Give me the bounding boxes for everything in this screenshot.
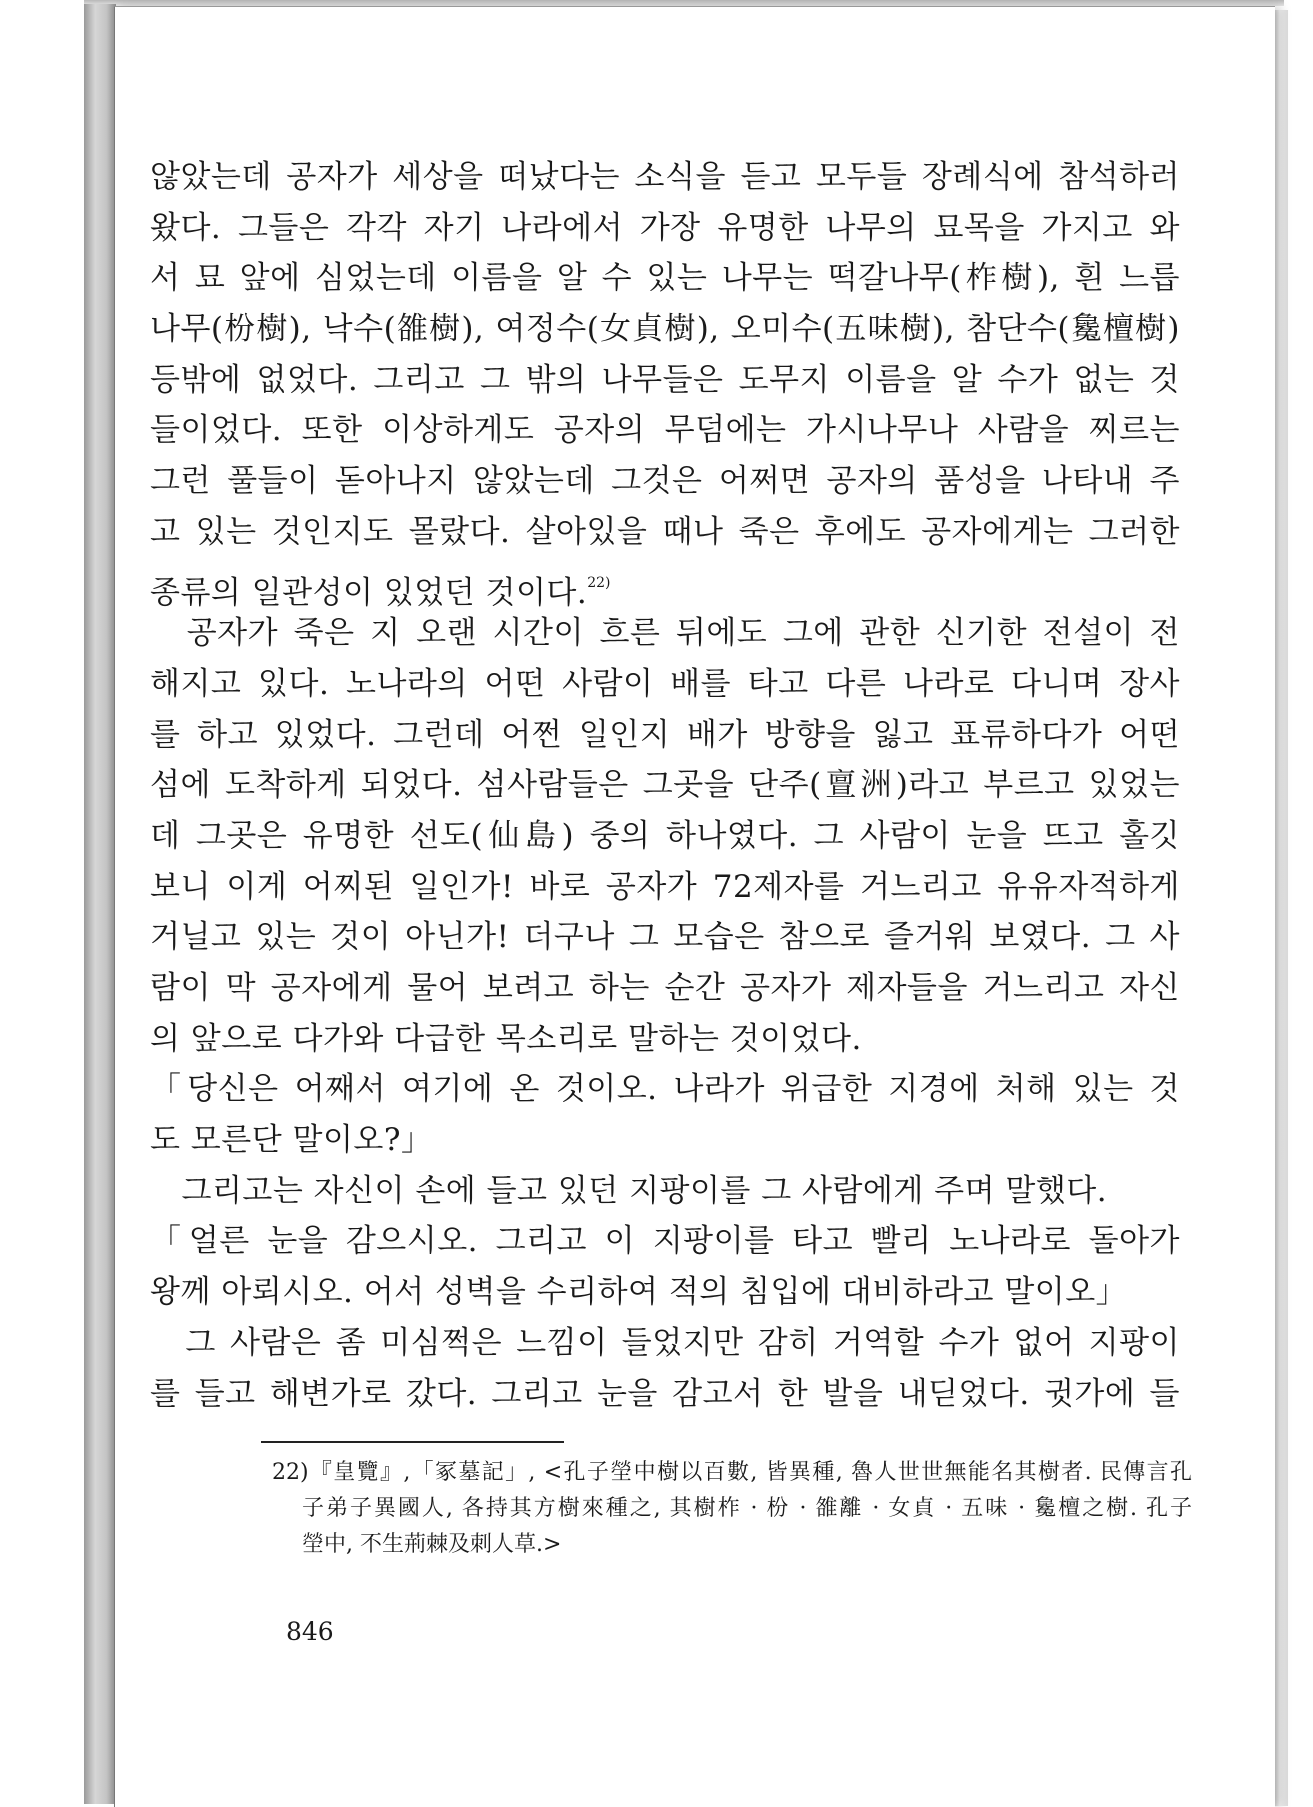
footnote-line: 塋中, 不生荊棘及刺人草.>: [302, 1532, 562, 1557]
body-line: 않았는데 공자가 세상을 떠났다는 소식을 듣고 모두들 장례식에 참석하러: [150, 159, 1180, 195]
body-line: 공자가 죽은 지 오랜 시간이 흐른 뒤에도 그에 관한 신기한 전설이 전: [150, 615, 1180, 652]
page-edge: [1274, 10, 1288, 1806]
body-line: 를 하고 있었다. 그런데 어쩐 일인지 배가 방향을 잃고 표류하다가 어떤: [150, 716, 1180, 753]
body-line: 그런 풀들이 돋아나지 않았는데 그것은 어쩌면 공자의 품성을 나타내 주: [150, 463, 1180, 500]
book-spine: [84, 4, 116, 1804]
body-line-with-footnote: [150, 558, 1180, 609]
page-number: 846: [286, 1617, 334, 1646]
footnote-line: 22)『皇覽』,「冢墓記」, <孔子塋中樹以百數, 皆異種, 魯人世世無能名其樹者. 民傳言孔: [272, 1460, 1192, 1485]
footnote-line: 子弟子異國人, 各持其方樹來種之, 其樹柞 · 枌 · 雒離 · 女貞 · 五味 · 毚檀之樹. 孔子: [302, 1496, 1192, 1521]
footnote-reference: 22): [587, 574, 611, 591]
body-line: 해지고 있다. 노나라의 어떤 사람이 배를 타고 다른 나라로 다니며 장사: [150, 665, 1180, 702]
body-line: 왕께 아뢰시오. 어서 성벽을 수리하여 적의 침입에 대비하라고 말이오」: [150, 1274, 1128, 1311]
body-line: 「당신은 어째서 여기에 온 것이오. 나라가 위급한 지경에 처해 있는 것: [150, 1071, 1180, 1108]
body-line: 고 있는 것인지도 몰랐다. 살아있을 때나 죽은 후에도 공자에게는 그러한: [150, 513, 1180, 550]
body-line-text: 종류의 일관성이 있었던 것이다.: [150, 574, 588, 609]
body-line: 그 사람은 좀 미심쩍은 느낌이 들었지만 감히 거역할 수가 없어 지팡이: [150, 1324, 1180, 1361]
body-line: 서 묘 앞에 심었는데 이름을 알 수 있는 나무는 떡갈나무(柞樹), 흰 느릅: [150, 260, 1180, 297]
body-line: 보니 이게 어찌된 일인가! 바로 공자가 72제자를 거느리고 유유자적하게: [150, 868, 1180, 905]
body-line: 를 들고 해변가로 갔다. 그리고 눈을 감고서 한 발을 내딛었다. 귓가에 들: [150, 1375, 1180, 1412]
footnote: [272, 1455, 1192, 1563]
body-line: 등밖에 없었다. 그리고 그 밖의 나무들은 도무지 이름을 알 수가 없는 것: [150, 361, 1180, 398]
body-line: 들이었다. 또한 이상하게도 공자의 무덤에는 가시나무나 사람을 찌르는: [150, 412, 1180, 449]
body-line: 섬에 도착하게 되었다. 섬사람들은 그곳을 단주(亶洲)라고 부르고 있었는: [150, 767, 1180, 804]
body-line: 나무(枌樹), 낙수(雒樹), 여정수(女貞樹), 오미수(五味樹), 참단수(毚檀樹): [150, 311, 1180, 348]
body-line: 도 모른단 말이오?」: [150, 1122, 433, 1159]
body-line: 거닐고 있는 것이 아닌가! 더구나 그 모습은 참으로 즐거워 보였다. 그 사: [150, 919, 1180, 956]
body-line: 왔다. 그들은 각각 자기 나라에서 가장 유명한 나무의 묘목을 가지고 와: [150, 209, 1180, 246]
body-line: 람이 막 공자에게 물어 보려고 하는 순간 공자가 제자들을 거느리고 자신: [150, 970, 1180, 1006]
body-line: 의 앞으로 다가와 다급한 목소리로 말하는 것이었다.: [150, 1020, 862, 1057]
body-line: 데 그곳은 유명한 선도(仙島) 중의 하나였다. 그 사람이 눈을 뜨고 홀깃: [150, 817, 1180, 854]
body-text: [150, 152, 1180, 1419]
body-line: 「얼른 눈을 감으시오. 그리고 이 지팡이를 타고 빨리 노나라로 돌아가: [150, 1223, 1180, 1260]
body-line: 그리고는 자신이 손에 들고 있던 지팡이를 그 사람에게 주며 말했다.: [150, 1172, 1108, 1209]
footnote-divider: [261, 1441, 564, 1443]
